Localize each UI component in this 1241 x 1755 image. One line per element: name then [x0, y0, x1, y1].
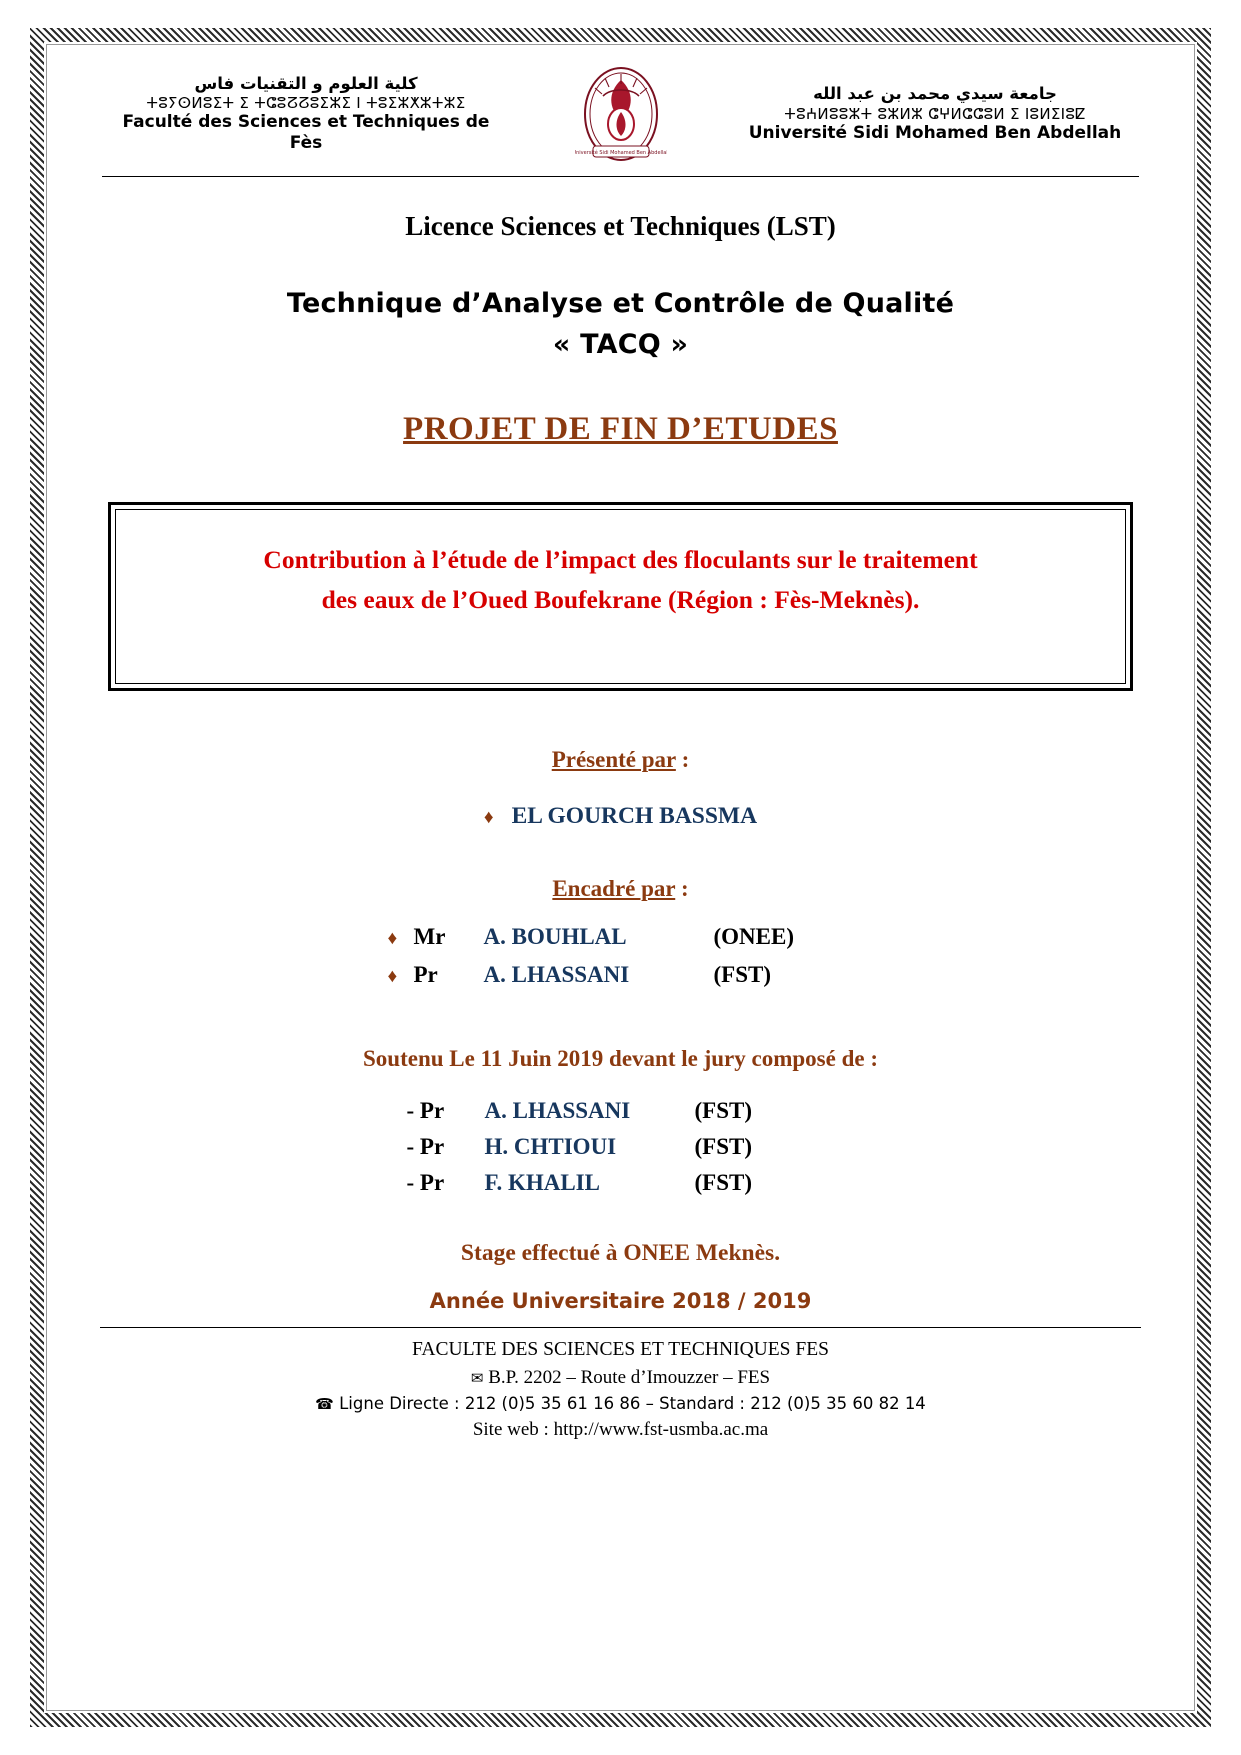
jury-row — [100, 1098, 1141, 1124]
footer-address-row — [100, 1364, 1141, 1392]
supervisor-row — [100, 962, 1141, 988]
footer-phones: Ligne Directe : 212 (0)5 35 61 16 86 – Standard : 212 (0)5 35 60 82 14 — [339, 1393, 926, 1413]
jury-member-name: F. KHALIL — [484, 1170, 600, 1196]
student-row — [100, 803, 1141, 830]
jury-member-affiliation: (FST) — [694, 1170, 752, 1196]
specialty-line-1: Technique d’Analyse et Contrôle de Qualité — [286, 288, 955, 319]
jury-row — [100, 1170, 1141, 1196]
student-name: EL GOURCH BASSMA — [511, 803, 758, 830]
svg-text:Université Sidi Mohamed Ben Ab: Université Sidi Mohamed Ben Abdellah — [574, 150, 667, 156]
subject-line-1: Contribution à l’étude de l’impact des floculants sur le traitement — [263, 545, 978, 574]
diamond-bullet-icon: ♦ — [483, 807, 494, 829]
diamond-bullet-icon: ♦ — [387, 928, 398, 950]
jury-row — [100, 1134, 1141, 1160]
university-name-arabic: جامعة سيدي محمد بن عبد الله — [813, 84, 1057, 104]
footer-institution: FACULTE DES SCIENCES ET TECHNIQUES FES — [412, 1339, 829, 1361]
jury-member-name: H. CHTIOUI — [484, 1134, 617, 1160]
telephone-icon: ☎ — [315, 1394, 334, 1413]
supervisor-organization: (ONEE) — [713, 924, 794, 950]
defense-date-line: Soutenu Le 11 Juin 2019 devant le jury composé de : — [363, 1046, 878, 1072]
supervisor-row — [100, 924, 1141, 950]
faculty-name-french: Faculté des Sciences et Techniques de Fès — [122, 112, 490, 154]
specialty-line-2: « TACQ » — [552, 328, 689, 360]
supervisor-name: A. LHASSANI — [483, 962, 630, 988]
subject-box-inner — [115, 509, 1126, 684]
supervisor-organization: (FST) — [713, 962, 771, 988]
jury-prefix: - Pr — [406, 1170, 445, 1196]
document-footer — [100, 1336, 1141, 1443]
jury-member-name: A. LHASSANI — [484, 1098, 631, 1124]
document-header — [100, 50, 1141, 172]
footer-website: Site web : http://www.fst-usmba.ac.ma — [472, 1418, 769, 1440]
supervisor-name: A. BOUHLAL — [483, 924, 627, 950]
subject-line-2: des eaux de l’Oued Boufekrane (Région : Fès-Meknès). — [321, 584, 920, 614]
program-title: Licence Sciences et Techniques (LST) — [405, 211, 836, 241]
jury-prefix: - Pr — [406, 1098, 445, 1124]
presented-by-label-text: Présenté par — [551, 747, 676, 773]
specialty-title — [100, 284, 1141, 365]
faculty-name-arabic: كلية العلوم و التقنيات فاس — [194, 74, 418, 94]
supervisor-title: Pr — [413, 962, 438, 988]
supervisor-list — [100, 924, 1141, 988]
footer-divider — [100, 1327, 1141, 1328]
jury-prefix: - Pr — [406, 1134, 445, 1160]
envelope-icon: ✉ — [470, 1369, 484, 1388]
faculty-identity — [106, 74, 506, 154]
jury-list — [100, 1098, 1141, 1196]
academic-year-line: Année Universitaire 2018 / 2019 — [429, 1289, 812, 1314]
university-name-tifinagh: ⵜⵓⵄⵍⵓⵓⵣⵜ ⵓⵣⵍⵣ ⵛⵖⵍⵛⵛⵓⵍ ⵉ ⵏⵓⵍⵉⵏⵓⵇ — [784, 104, 1086, 123]
university-seal-logo — [575, 62, 667, 166]
header-divider — [102, 176, 1139, 177]
diamond-bullet-icon: ♦ — [387, 966, 398, 988]
footer-address: B.P. 2202 – Route d’Imouzzer – FES — [488, 1367, 771, 1389]
jury-member-affiliation: (FST) — [694, 1098, 752, 1124]
supervised-by-colon: : — [675, 876, 689, 902]
cover-page-content — [62, 50, 1179, 1705]
document-type-title: PROJET DE FIN D’ETUDES — [403, 411, 838, 447]
university-name-french: Université Sidi Mohamed Ben Abdellah — [748, 122, 1122, 143]
presented-by-label — [100, 747, 1141, 773]
footer-phone-row — [100, 1392, 1141, 1416]
subject-box — [108, 502, 1133, 691]
internship-line: Stage effectué à ONEE Meknès. — [460, 1240, 781, 1267]
supervisor-title: Mr — [413, 924, 446, 950]
faculty-name-tifinagh: ⵜⵓⵢⵙⵍⵓⵉⵜ ⵉ ⵜⵛⵓⵒⵒⵓⵉⵣⵉ ⵏ ⵜⵓⵉⵣⵅⵣⵜⵣⵉ — [146, 94, 466, 113]
supervised-by-label-text: Encadré par — [552, 876, 676, 902]
jury-member-affiliation: (FST) — [694, 1134, 752, 1160]
university-identity — [735, 84, 1135, 143]
presented-by-colon: : — [675, 747, 690, 773]
supervised-by-label — [100, 876, 1141, 902]
